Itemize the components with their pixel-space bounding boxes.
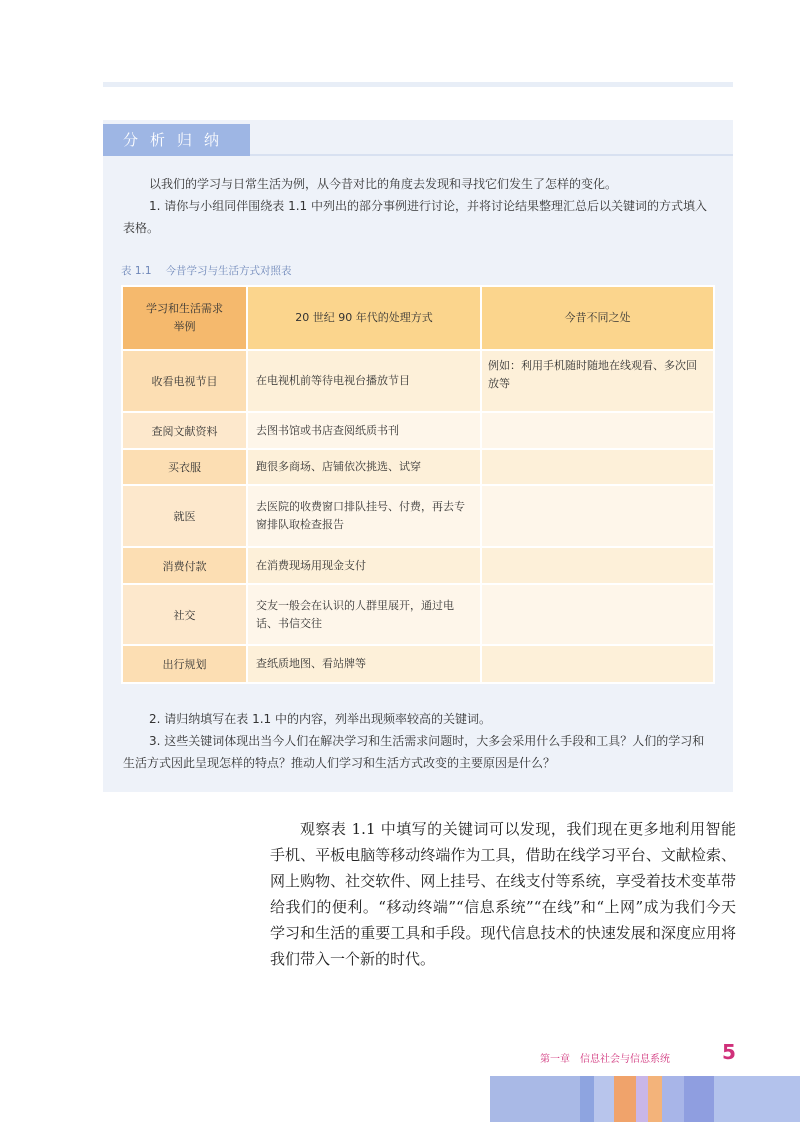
page-number: 5 xyxy=(722,1040,736,1064)
footer-chapter-title: 第一章 信息社会与信息系统 xyxy=(540,1054,670,1065)
cell-need: 买衣服 xyxy=(122,449,247,485)
cell-diff: 例如：利用手机随时随地在线观看、多次回放等 xyxy=(481,350,714,412)
question-3: 3. 这些关键词体现出当今人们在解决学习和生活需求问题时，大多会采用什么手段和工具？人们的学习和生活方式因此呈现怎样的特点？推动人们学习和生活方式改变的主要原因是什么？ xyxy=(123,734,705,770)
cell-then: 跑很多商场、店铺依次挑选、试穿 xyxy=(247,449,481,485)
table-row xyxy=(122,547,714,584)
table-row xyxy=(122,584,714,645)
deco-bar xyxy=(594,1076,614,1122)
cell-then: 在电视机前等待电视台播放节目 xyxy=(247,350,481,412)
deco-bar xyxy=(614,1076,636,1122)
header-need: 学习和生活需求举例 xyxy=(122,286,247,350)
cell-need: 社交 xyxy=(122,584,247,645)
table-row xyxy=(122,449,714,485)
cell-diff xyxy=(481,584,714,645)
deco-bar xyxy=(490,1076,580,1122)
deco-bar xyxy=(648,1076,662,1122)
comparison-table xyxy=(121,285,715,684)
deco-bar xyxy=(580,1076,594,1122)
cell-then: 查纸质地图、看站牌等 xyxy=(247,645,481,683)
cell-then: 交友一般会在认识的人群里展开，通过电话、书信交往 xyxy=(247,584,481,645)
question-2: 2. 请归纳填写在表 1.1 中的内容，列举出现频率较高的关键词。 xyxy=(149,712,491,726)
table-header-row xyxy=(122,286,714,350)
cell-diff xyxy=(481,645,714,683)
table-caption-title: 今昔学习与生活方式对照表 xyxy=(165,265,292,277)
cell-need: 查阅文献资料 xyxy=(122,412,247,449)
cell-then: 去医院的收费窗口排队挂号、付费，再去专窗排队取检查报告 xyxy=(247,485,481,547)
deco-bar xyxy=(714,1076,800,1122)
cell-diff xyxy=(481,449,714,485)
cell-diff xyxy=(481,485,714,547)
cell-diff xyxy=(481,547,714,584)
cell-need: 消费付款 xyxy=(122,547,247,584)
table-caption-number: 表 1.1 xyxy=(121,265,152,277)
header-then: 20 世纪 90 年代的处理方式 xyxy=(247,286,481,350)
deco-bar xyxy=(636,1076,648,1122)
cell-then: 在消费现场用现金支付 xyxy=(247,547,481,584)
cell-diff xyxy=(481,412,714,449)
cell-need: 就医 xyxy=(122,485,247,547)
intro-text: 以我们的学习与日常生活为例，从今昔对比的角度去发现和寻找它们发生了怎样的变化。 xyxy=(149,177,618,191)
table-row xyxy=(122,350,714,412)
cell-need: 收看电视节目 xyxy=(122,350,247,412)
table-caption xyxy=(121,263,292,278)
decorative-color-bars xyxy=(490,1076,800,1122)
analysis-panel xyxy=(103,120,733,792)
section-tab-title: 分析归纳 xyxy=(103,124,250,156)
panel-header-line xyxy=(250,154,733,156)
cell-then: 去图书馆或书店查阅纸质书刊 xyxy=(247,412,481,449)
header-diff: 今昔不同之处 xyxy=(481,286,714,350)
table-row xyxy=(122,412,714,449)
deco-bar xyxy=(684,1076,714,1122)
table-row xyxy=(122,485,714,547)
deco-bar xyxy=(662,1076,684,1122)
question-1: 1. 请你与小组同伴围绕表 1.1 中列出的部分事例进行讨论，并将讨论结果整理汇总后以关键词的方式填入表格。 xyxy=(123,199,707,235)
top-rule xyxy=(103,82,733,87)
cell-need: 出行规划 xyxy=(122,645,247,683)
body-paragraph: 观察表 1.1 中填写的关键词可以发现，我们现在更多地利用智能手机、平板电脑等移动终端作为工具，借助在线学习平台、文献检索、网上购物、社交软件、网上挂号、在线支付等系统，享受着技术变革带给我们的便利。“移动终端”“信息系统”“在线”和“上网”成为我们今天学习和生活的重要工具和手段。现代信息技术的快速发展和深度应用将我们带入一个新的时代。 xyxy=(270,820,736,968)
table-row xyxy=(122,645,714,683)
